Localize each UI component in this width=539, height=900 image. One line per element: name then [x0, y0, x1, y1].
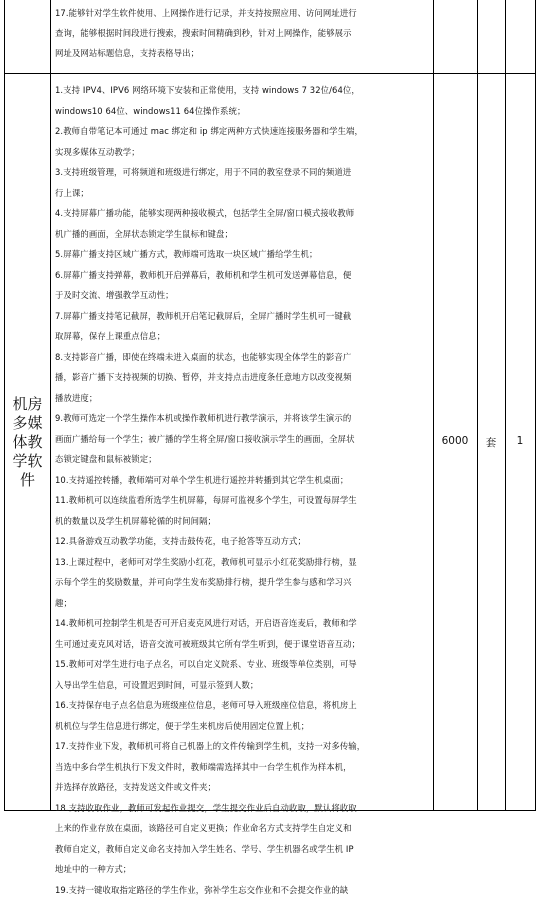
main-row-description	[55, 80, 431, 900]
text-line: 网址及网站标题信息，支持表格导出；	[55, 43, 431, 63]
text-line: 于及时交流、增强教学互动性；	[55, 285, 431, 306]
column-divider	[477, 0, 478, 811]
text-line: 9.教师可选定一个学生操作本机或操作教师机进行教学演示，并将该学生演示的	[55, 408, 431, 429]
column-divider	[50, 0, 51, 811]
text-line: 6.屏幕广播支持弹幕，教师机开启弹幕后，教师机和学生机可发送弹幕信息，便	[55, 265, 431, 286]
column-divider	[433, 0, 434, 811]
top-row-description	[55, 3, 431, 63]
text-line: 教师自定义，教师自定义命名支持加入学生姓名、学号、学生机器名或学生机 IP	[55, 839, 431, 860]
text-line: 16.支持保存电子点名信息为班级座位信息，老师可导入班级座位信息，将机房上	[55, 695, 431, 716]
text-line: 7.屏幕广播支持笔记截屏，教师机开启笔记截屏后，全屏广播时学生机可一键截	[55, 306, 431, 327]
row-divider	[5, 73, 535, 74]
text-line: 5.屏幕广播支持区域广播方式，教师端可选取一块区域广播给学生机；	[55, 244, 431, 265]
text-line: 11.教师机可以连续监看所选学生机屏幕，每屏可监视多个学生，可设置每屏学生	[55, 490, 431, 511]
text-line: 入导出学生信息，可设置迟到时间，可显示签到人数；	[55, 675, 431, 696]
text-line: 4.支持屏幕广播功能，能够实现两种接收模式，包括学生全屏/窗口模式接收教师	[55, 203, 431, 224]
count-value: 1	[505, 435, 535, 447]
text-line: 2.教师自带笔记本可通过 mac 绑定和 ip 绑定两种方式快速连接服务器和学生端，	[55, 121, 431, 142]
text-line: 17.能够针对学生软件使用、上网操作进行记录，并支持按照应用、访问网址进行	[55, 3, 431, 23]
text-line: 19.支持一键收取指定路径的学生作业，弥补学生忘交作业和不会提交作业的缺	[55, 880, 431, 900]
text-line: 并选择存放路径，支持发送文件或文件夹；	[55, 777, 431, 798]
text-line: 8.支持影音广播，即使在终端未进入桌面的状态，也能够实现全体学生的影音广	[55, 347, 431, 368]
text-line: 当选中多台学生机执行下发文件时，教师端需选择其中一台学生机作为样本机，	[55, 757, 431, 778]
text-line: 12.具备游戏互动教学功能，支持击鼓传花，电子抢答等互动方式；	[55, 531, 431, 552]
text-line: 机机位与学生信息进行绑定，便于学生来机房后使用固定位置上机；	[55, 716, 431, 737]
text-line: 取屏幕，保存上课重点信息；	[55, 326, 431, 347]
text-line: 17.支持作业下发，教师机可将自己机器上的文件传输到学生机，支持一对多传输，	[55, 736, 431, 757]
column-divider	[505, 0, 506, 811]
text-line: 地址中的一种方式；	[55, 859, 431, 880]
quantity-value: 6000	[433, 435, 477, 447]
text-line: 查询，能够根据时间段进行搜索，搜索时间精确到秒，针对上网操作，能够展示	[55, 23, 431, 43]
product-name-cell	[5, 74, 50, 811]
text-line: 生可通过麦克风对话，语音交流可被班级其它所有学生听到，便于课堂语音互动；	[55, 634, 431, 655]
text-line: 14.教师机可控制学生机是否可开启麦克风进行对话，开启语音连麦后，教师和学	[55, 613, 431, 634]
text-line: 13.上课过程中，老师可对学生奖励小红花，教师机可显示小红花奖励排行榜，显	[55, 552, 431, 573]
text-line: 18.支持收取作业，教师可发起作业提交，学生提交作业后自动收取，默认将收取	[55, 798, 431, 819]
text-line: 10.支持遥控转播，教师端可对单个学生机进行遥控并转播到其它学生机桌面；	[55, 470, 431, 491]
text-line: 3.支持班级管理，可将频道和班级进行绑定，用于不同的教室登录不同的频道进	[55, 162, 431, 183]
text-line: 行上课；	[55, 183, 431, 204]
text-line: 上来的作业存放在桌面，该路径可自定义更换；作业命名方式支持学生自定义和	[55, 818, 431, 839]
product-name: 机房多媒体教学软件	[8, 395, 48, 490]
text-line: 播放进度；	[55, 388, 431, 409]
text-line: 态锁定键盘和鼠标被锁定；	[55, 449, 431, 470]
text-line: windows10 64位、windows11 64位操作系统；	[55, 101, 431, 122]
text-line: 15.教师可对学生进行电子点名，可以自定义院系、专业、班级等单位类别，可导	[55, 654, 431, 675]
text-line: 实现多媒体互动教学；	[55, 142, 431, 163]
text-line: 机的数量以及学生机屏幕轮循的时间间隔；	[55, 511, 431, 532]
text-line: 播，影音广播下支持视频的切换、暂停，并支持点击进度条任意地方以改变视频	[55, 367, 431, 388]
text-line: 1.支持 IPV4、IPV6 网络环境下安装和正常使用，支持 windows 7 32位/64位，	[55, 80, 431, 101]
text-line: 趣；	[55, 593, 431, 614]
text-line: 画面广播给每一个学生；被广播的学生将全屏/窗口接收演示学生的画面，全屏状	[55, 429, 431, 450]
text-line: 示每个学生的奖励数量，并可向学生发布奖励排行榜，提升学生参与感和学习兴	[55, 572, 431, 593]
text-line: 机广播的画面，全屏状态锁定学生鼠标和键盘；	[55, 224, 431, 245]
unit-value: 套	[477, 435, 505, 450]
spec-table	[4, 0, 536, 811]
